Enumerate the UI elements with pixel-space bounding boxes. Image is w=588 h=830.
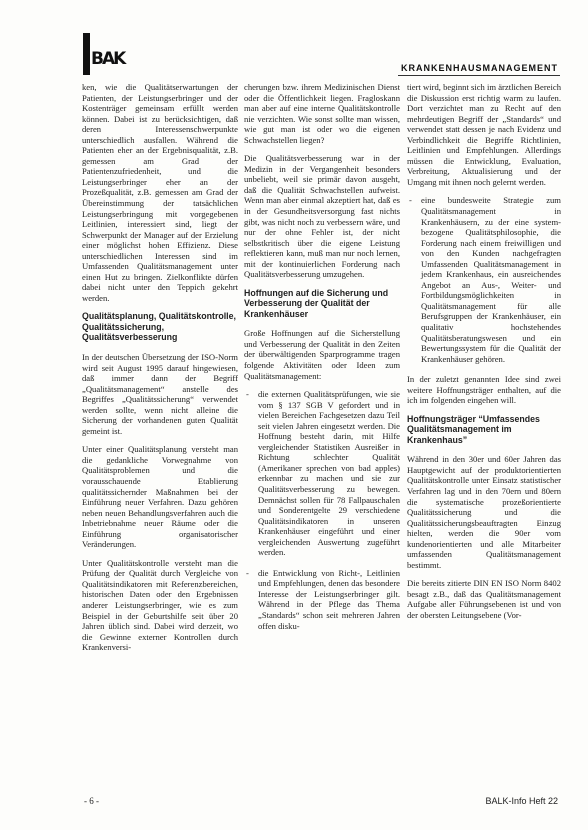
column-3 [407,82,561,629]
section-heading: Hoffnungen auf die Sicherung und Verbesserung der Qualität der Krankenhäuser [244,287,389,319]
list-item: - die externen Qualitätsprüfungen, wie sie vom § 137 SGB V gefordert und in vielen Bereichen Fachgesetzen dazu Teil seit vielen Jahren eingesetzt werden. Die Hoffnung besteht darin, mit Hilfe vergleichender Statistiken Ausreißer in Richtung schlechter Qualität (Amerikaner sprechen von bad apples) erkennbar zu machen und sie zur Qualitätsverbesserung zu bewegen. Demnächst sollen für 78 Fallpauschalen und Sonderentgelte 29 verschiedene Qualitätsindikatoren in unseren Krankenhäuser eingeführt und einer vergleichenden Auswertung zugeführt werden. [244,389,400,558]
paragraph: tiert wird, beginnt sich im ärztlichen Bereich die Diskussion erst richtig warm zu laufen. Dort verzichtet man zu Recht auf den mehrdeutigen Begriff der „Standards“ und verwendet statt dessen je nach Evidenz und Verbindlichkeit die Begriffe Richtlinien, Leitlinien und Empfehlungen. Allerdings müssen die Entwicklung, Evaluation, Verbreitung, Aktualisierung und der Umgang mit ihnen noch gelernt werden. [407,82,561,187]
list-item: - die Entwicklung von Richt-, Leitlinien und Empfehlungen, denen das besondere Interesse der Leistungserbringer gilt. Während in der Pflege das Thema „Standards“ schon seit mehreren Jahren offen disku- [244,568,400,631]
bullet-list [244,389,400,631]
paragraph: In der zuletzt genannten Idee sind zwei weitere Hoffnungsträger enthalten, auf die ich im folgenden eingehen will. [407,374,561,406]
footer-journal: BALK-Info Heft 22 [485,796,558,806]
paragraph: In der deutschen Übersetzung der ISO-Norm wird seit August 1995 darauf hingewiesen, daß immer dann der Begriff „Qualitätsmanagement“ anstelle des Begriffes „Qualitätssicherung“ verwendet werden sollte, wenn nicht alleine die Sicherung der vorhandenen guten Qualität gemeint ist. [82,351,238,436]
page-number: - 6 - [84,796,99,806]
paragraph: Große Hoffnungen auf die Sicherstellung und Verbesserung der Qualität in den Zeiten der überwältigenden Sparprogramme tragen folgende Aktivitäten oder Ideen zum Qualitätsmanagement: [244,328,400,381]
section-heading: Qualitätsplanung, Qualitätskontrolle, Qualitätssicherung, Qualitätsverbesserung [82,311,236,343]
paragraph: Unter einer Qualitätsplanung versteht man die gedankliche Vorwegnahme von Qualitätsproblemen und die vorausschauende Etablierung qualitätssichernder Maßnahmen bei der Einführung neuer Verfahren. Dazu gehören neben neuen Behandlungsverfahren auch die Inbetriebnahme neuer Räume oder die Einführung organisatorischer Veränderungen. [82,444,238,550]
list-item: - eine bundesweite Strategie zum Qualitätsmanagement in Krankenhäusern, zu der eine system-bezogene Qualitätsphilosophie, die Forderung nach einem freiwilligen und von den Kunden nachgefragten Umfassenden Qualitätsmanagement in jedem Krankenhaus, ein ausreichendes Angebot an Aus-, Weiter- und Fortbildungsmöglichkeiten in Qualitätsmanagement für alle Berufsgruppen der Krankenhäuser, ein qualitativ hochstehendes Qualitätsberatungswesen und ein Bewertungssystem für die Qualität der Krankenhäuser gehören. [407,195,561,364]
column-1 [82,82,238,661]
paragraph: cherungen bzw. ihrem Medizinischen Dienst oder die Öffentlichkeit liegen. Fragloskann man aber auf eine interne Qualitätskontrolle nie verzichten. Wie sonst sollte man wissen, wie gut man ist oder wo die eigenen Schwachstellen liegen? [244,82,400,145]
paragraph: Unter Qualitätskontrolle versteht man die Prüfung der Qualität durch Vergleiche von Qualitätsindikatoren mit Referenzbereichen, historischen Daten oder den Ergebnissen anderer Leistungserbringer, wie es zum Beispiel in der Geburtshilfe seit über 20 Jahren üblich sind. Dabei wird derzeit, wo die Gewinne externer Kontrollen durch Krankenversi- [82,557,238,653]
paragraph: Die Qualitätsverbesserung war in der Medizin in der Vergangenheit besonders unbeliebt, weil sie primär davon ausgeht, daß die Qualität Schwachstellen aufweist. Wenn man aber einmal akzeptiert hat, daß es in der Gesundheitsversorgung fast nichts gibt, was nicht noch zu verbessern wäre, und nur der ohne Fehler ist, der nicht selbstkritisch über die eigene Leistung reflektieren kann, muß man nur noch lernen, mit der kontinuierlichen Forderung nach Qualitätsverbesserung umzugehen. [244,153,400,280]
paragraph: ken, wie die Qualitätserwartungen der Patienten, der Leistungserbringer und der Kostenträger gemeinsam erfüllt werden können. Dabei ist zu berücksichtigen, daß deren Interessenschwerpunkte unterschiedlich ausfallen. Während die Patienten eher an der Ergebnisqualität, z.B. gemessen am Grad der Patientenzufriedenheit, und die Leistungserbringer eher an der Prozeßqualität, z.B. gemessen am Grad der Übereinstimmung der tatsächlichen Leistungserbringung mit vorgegebenen Leitlinien, interessiert sind, liegt der Schwerpunkt der Manager auf der Erzielung einer möglichst hohen Effizienz. Diese unterschiedlichen Interessen sind im Umfassenden Qualitätsmanagement unter einen Hut zu bringen. Zielkonflikte dürfen dabei nicht unter den Teppich gekehrt werden. [82,82,238,303]
logo-bar-icon [83,33,90,75]
balk-logo [83,33,125,75]
paragraph: Während in den 30er und 60er Jahren das Hauptgewicht auf der produktorientierten Qualitätskontrolle unter Einsatz statistischer Verfahren lag und in den 70ern und 80ern die systematische prozeßorientierte Qualitätssicherung und die Qualitätssicherungsbeauftragten Einzug hielten, werden die 90er vom kundenorientierten und alle Mitarbeiter umfassenden Qualitätsmanagement bestimmt. [407,454,561,570]
running-head: KRANKENHAUSMANAGEMENT [401,63,558,73]
section-heading: Hoffnungsträger “Umfassendes Qualitätsmanagement im Krankenhaus” [407,413,540,445]
paragraph: Die bereits zitierte DIN EN ISO Norm 8402 besagt z.B., daß das Qualitätsmanagement Aufgabe aller Führungsebenen ist und von der obersten Leitungsebene (Vor- [407,578,561,621]
bullet-list [407,195,561,364]
column-2 [244,82,400,641]
logo-letters: BAK [91,49,125,69]
header-rule [398,75,560,76]
